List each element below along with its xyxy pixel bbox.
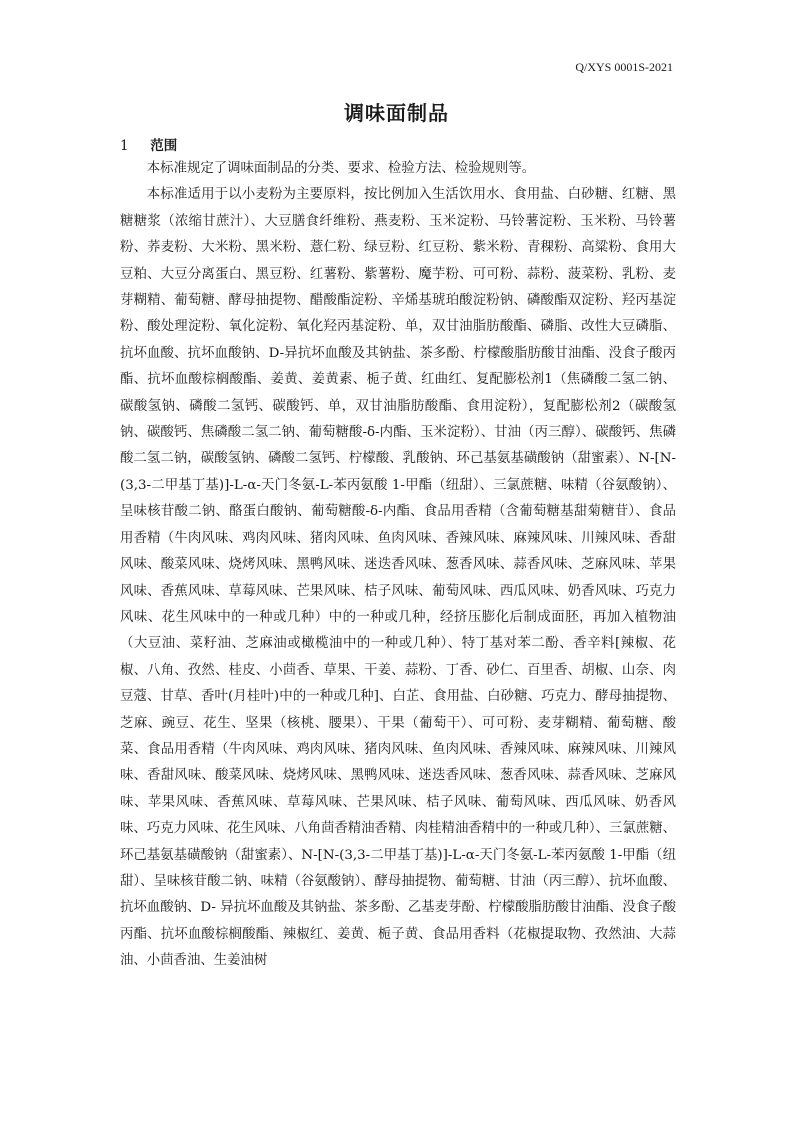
body-text — [120, 156, 676, 975]
document-code: Q/XYS 0001S-2021 — [575, 60, 673, 74]
section-heading — [120, 134, 177, 154]
section-title: 范围 — [150, 138, 178, 154]
page-title: 调味面制品 — [344, 101, 449, 125]
paragraph-scope-statement: 本标准规定了调味面制品的分类、要求、检验方法、检验规则等。 — [146, 161, 536, 176]
paragraph-applicability: 本标准适用于以小麦粉为主要原料，按比例加入生活饮用水、食用盐、白砂糖、红糖、黑糖糖浆（浓缩甘蔗汁）、大豆膳食纤维粉、燕麦粉、玉米淀粉、马铃薯淀粉、玉米粉、马铃薯粉、荞麦粉、大米粉、黑米粉、薏仁粉、绿豆粉、红豆粉、紫米粉、青稞粉、高粱粉、食用大豆粕、大豆分离蛋白、黑豆粉、红薯粉、紫薯粉、魔芋粉、可可粉、蒜粉、菠菜粉、乳粉、麦芽糊精、葡萄糖、酵母抽提物、醋酸酯淀粉、辛烯基琥珀酸淀粉钠、磷酸酯双淀粉、羟丙基淀粉、酸处理淀粉、氧化淀粉、氧化羟丙基淀粉、单，双甘油脂肪酸酯、磷脂、改性大豆磷脂、抗坏血酸、抗坏血酸钠、D-异抗坏血酸及其钠盐、茶多酚、柠檬酸脂肪酸甘油酯、没食子酸丙酯、抗坏血酸棕榈酸酯、姜黄、姜黄素、栀子黄、红曲红、复配膨松剂1（焦磷酸二氢二钠、碳酸氢钠、磷酸二氢钙、碳酸钙、单，双甘油脂肪酸酯、食用淀粉），复配膨松剂2（碳酸氢钠、碳酸钙、焦磷酸二氢二钠、葡萄糖酸-δ-内酯、玉米淀粉）、甘油（丙三醇）、碳酸钙、焦磷酸二氢二钠，碳酸氢钠、磷酸二氢钙、柠檬酸、乳酸钠、环己基氨基磺酸钠（甜蜜素）、N-[N-(3,3-二甲基丁基)]-L-α-天门冬氨-L-苯丙氨酸 1-甲酯（纽甜）、三氯蔗糖、味精（谷氨酸钠）、呈味核苷酸二钠、酪蛋白酸钠、葡萄糖酸-δ-内酯、食品用香精（含葡萄糖基甜菊糖苷）、食品用香精（牛肉风味、鸡肉风味、猪肉风味、鱼肉风味、香辣风味、麻辣风味、川辣风味、香甜风味、酸菜风味、烧烤风味、黑鸭风味、迷迭香风味、葱香风味、蒜香风味、芝麻风味、苹果风味、香蕉风味、草莓风味、芒果风味、桔子风味、葡萄风味、西瓜风味、奶香风味、巧克力风味、花生风味中的一种或几种）中的一种或几种，经挤压膨化后制成面胚，再加入植物油（大豆油、菜籽油、芝麻油或橄榄油中的一种或几种）、特丁基对苯二酚、香辛料[辣椒、花椒、八角、孜然、桂皮、小茴香、草果、干姜、蒜粉、丁香、砂仁、百里香、胡椒、山奈、肉豆蔻、甘草、香叶(月桂叶)中的一种或几种]、白芷、食用盐、白砂糖、巧克力、酵母抽提物、芝麻、豌豆、花生、坚果（核桃、腰果）、干果（葡萄干）、可可粉、麦芽糊精、葡萄糖、酸菜、食品用香精（牛肉风味、鸡肉风味、猪肉风味、鱼肉风味、香辣风味、麻辣风味、川辣风味、香甜风味、酸菜风味、烧烤风味、黑鸭风味、迷迭香风味、葱香风味、蒜香风味、芝麻风味、苹果风味、香蕉风味、草莓风味、芒果风味、桔子风味、葡萄风味、西瓜风味、奶香风味、巧克力风味、花生风味、八角茴香精油香精、肉桂精油香精中的一种或几种）、三氯蔗糖、环己基氨基磺酸钠（甜蜜素）、N-[N-(3,3-二甲基丁基)]-L-α-天门冬氨-L-苯丙氨酸 1-甲酯（纽甜）、呈味核苷酸二钠、味精（谷氨酸钠）、酵母抽提物、葡萄糖、甘油（丙三醇）、抗坏血酸、抗坏血酸钠、D- 异抗坏血酸及其钠盐、茶多酚、乙基麦芽酚、柠檬酸脂肪酸甘油酯、没食子酸丙酯、抗坏血酸棕榈酸酯、辣椒红、姜黄、栀子黄、食品用香料（花椒提取物、孜然油、大蒜油、小茴香油、生姜油树 — [120, 187, 676, 969]
section-number: 1 — [120, 138, 129, 154]
